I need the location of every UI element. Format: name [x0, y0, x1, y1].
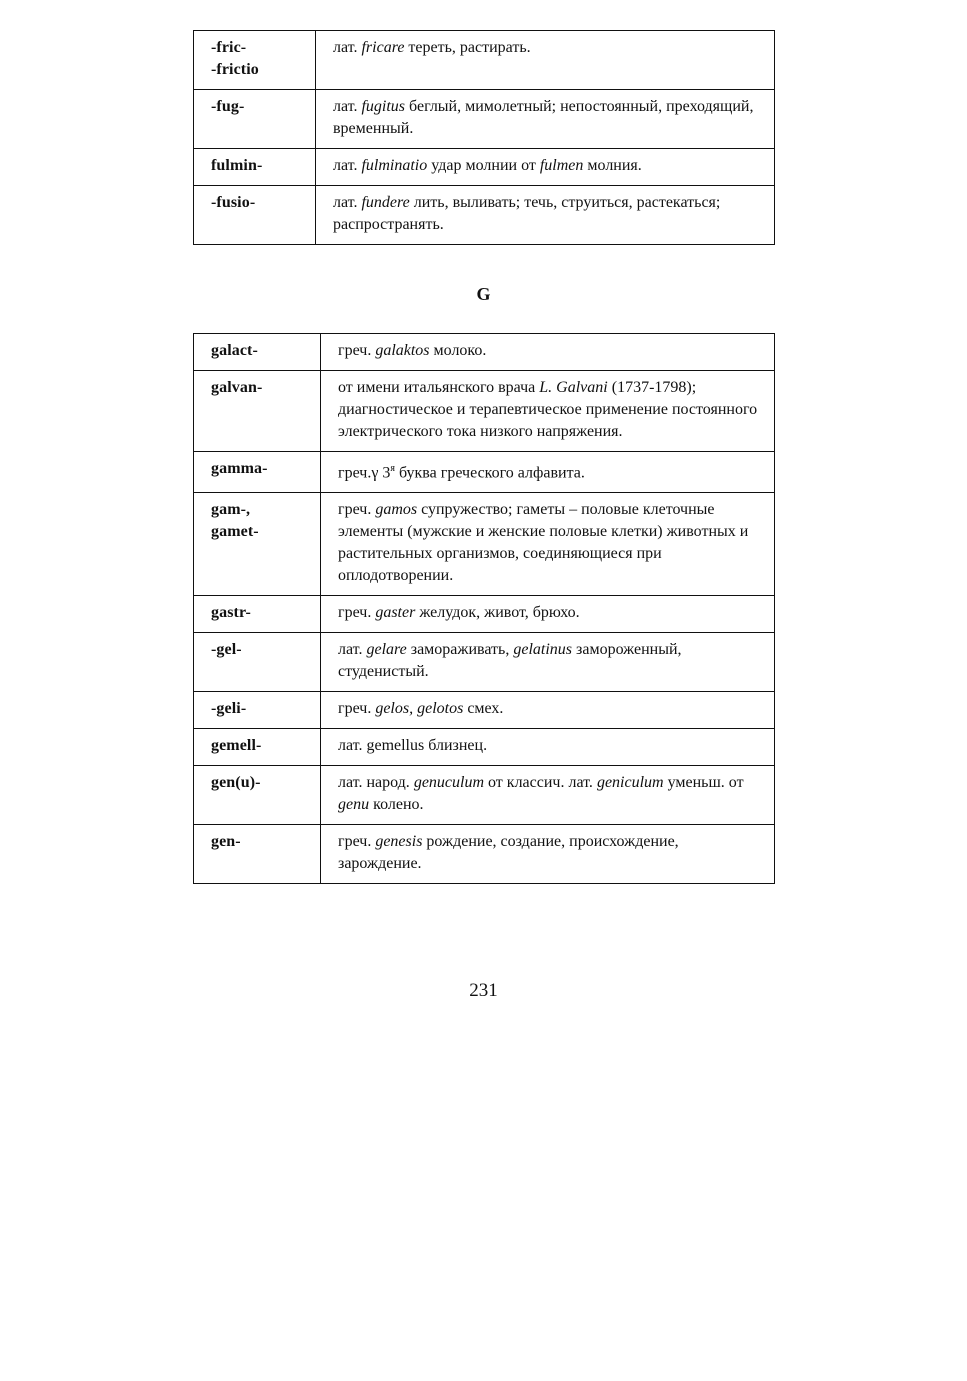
dictionary-table-g [193, 333, 775, 884]
term-line: -fug- [211, 98, 245, 115]
table-row [194, 371, 775, 452]
term-line: -gel- [211, 641, 242, 659]
definition-italic-segment: L. Galvani [539, 379, 608, 396]
table-row [194, 825, 775, 884]
definition-segment: беглый, мимолетный; непостоянный, преходящий, временный. [333, 98, 754, 137]
term-line: galvan- [211, 379, 263, 396]
entry-term [194, 90, 316, 149]
definition-segment: лат. [333, 157, 362, 174]
definition-segment: колено. [369, 796, 424, 814]
definition-segment: лат. [333, 98, 362, 115]
dictionary-table-f [193, 30, 775, 245]
entry-term [194, 825, 321, 884]
entry-definition [321, 766, 775, 825]
definition-segment: рождение, создание, происхождение, зарождение. [338, 833, 679, 873]
definition-segment: тереть, растирать. [404, 39, 531, 56]
definition-segment: греч. [338, 501, 376, 519]
table-row [194, 334, 775, 371]
table-row [194, 633, 775, 692]
term-line: gastr- [211, 604, 251, 622]
definition-segment: греч. [338, 833, 376, 851]
table-row [194, 186, 775, 245]
term-line: gamma- [211, 460, 268, 477]
entry-definition [316, 186, 775, 245]
term-line: gen- [211, 833, 241, 851]
definition-segment: замороженный, студенистый. [338, 641, 682, 681]
page-number: 231 [469, 980, 498, 1001]
definition-segment: уменьш. от [663, 774, 744, 792]
definition-segment: греч.γ 3 [338, 464, 391, 482]
entry-definition [321, 371, 775, 452]
definition-segment: лат. [338, 641, 367, 659]
definition-segment: лат. [333, 194, 362, 211]
entry-term [194, 31, 316, 90]
table-row [194, 692, 775, 729]
definition-segment: буква греческого алфавита. [395, 464, 585, 482]
definition-segment: замораживать, [406, 641, 514, 659]
definition-segment: греч. [338, 604, 376, 622]
term-line: gam-, [211, 501, 251, 519]
term-line: gemell- [211, 737, 262, 755]
definition-italic-segment: geniculum [596, 774, 664, 792]
term-line: galact- [211, 342, 258, 359]
definition-italic-segment: gaster [375, 604, 416, 622]
definition-segment: лить, выливать; течь, струиться, растекаться; распространять. [333, 194, 721, 233]
definition-segment: молоко. [429, 342, 487, 359]
table-row [194, 149, 775, 186]
term-line: -fric- [211, 39, 247, 56]
term-line: gamet- [211, 523, 259, 541]
table-row [194, 31, 775, 90]
entry-term [194, 633, 321, 692]
term-line: -geli- [211, 700, 247, 718]
definition-italic-segment: gelatinus [513, 641, 573, 659]
entry-term [194, 766, 321, 825]
definition-segment: удар молнии от [427, 157, 540, 174]
definition-italic-segment: fricare [361, 39, 405, 56]
definition-italic-segment: gelare [366, 641, 407, 659]
table-row [194, 596, 775, 633]
entry-term [194, 186, 316, 245]
term-line: fulmin- [211, 157, 263, 174]
section-heading-g: G [476, 284, 491, 304]
definition-italic-segment: gamos [375, 501, 418, 519]
definition-segment: молния. [583, 157, 642, 174]
table-row [194, 766, 775, 825]
entry-definition [316, 31, 775, 90]
entry-term [194, 729, 321, 766]
definition-segment: от имени итальянского врача [338, 379, 540, 396]
entry-definition [321, 825, 775, 884]
entry-definition [316, 90, 775, 149]
definition-italic-segment: fulmen [539, 157, 584, 174]
definition-segment: желудок, живот, брюхо. [415, 604, 580, 622]
term-line: gen(u)- [211, 774, 261, 792]
entry-term [194, 596, 321, 633]
entry-term [194, 149, 316, 186]
definition-segment: от классич. лат. [484, 774, 597, 792]
definition-italic-segment: fundere [361, 194, 410, 211]
definition-segment: греч. [338, 342, 376, 359]
definition-italic-segment: genesis [375, 833, 423, 851]
entry-definition [321, 334, 775, 371]
entry-definition [316, 149, 775, 186]
entry-term [194, 692, 321, 729]
definition-italic-segment: genuculum [413, 774, 485, 792]
entry-term [194, 371, 321, 452]
table-row [194, 90, 775, 149]
definition-italic-segment: genu [338, 796, 370, 814]
definition-italic-segment: fugitus [361, 98, 406, 115]
definition-segment: (1737-1798); диагностическое и терапевтическое применение постоянного электрического тока низкого напряжения. [338, 379, 758, 440]
definition-segment: смех. [463, 700, 504, 718]
entry-term [194, 452, 321, 493]
entry-definition [321, 596, 775, 633]
definition-segment: лат. народ. [338, 774, 414, 792]
term-line: -fusio- [211, 194, 256, 211]
term-line: -frictio [211, 61, 259, 78]
entry-definition [321, 493, 775, 596]
table-row [194, 452, 775, 493]
definition-segment: лат. gemellus близнец. [338, 737, 488, 755]
entry-definition [321, 633, 775, 692]
entry-term [194, 334, 321, 371]
table-row [194, 729, 775, 766]
entry-term [194, 493, 321, 596]
definition-italic-segment: fulminatio [361, 157, 428, 174]
table-row [194, 493, 775, 596]
definition-segment: я [390, 463, 395, 474]
definition-italic-segment: gelos, gelotos [375, 700, 464, 718]
definition-italic-segment: galaktos [375, 342, 430, 359]
entry-definition [321, 692, 775, 729]
definition-segment: греч. [338, 700, 376, 718]
definition-segment: лат. [333, 39, 362, 56]
definition-segment: супружество; гаметы – половые клеточные элементы (мужские и женские половые клетки) животных и растительных организмов, соединяющиеся при оплодотворении. [338, 501, 749, 585]
entry-definition [321, 452, 775, 493]
entry-definition [321, 729, 775, 766]
